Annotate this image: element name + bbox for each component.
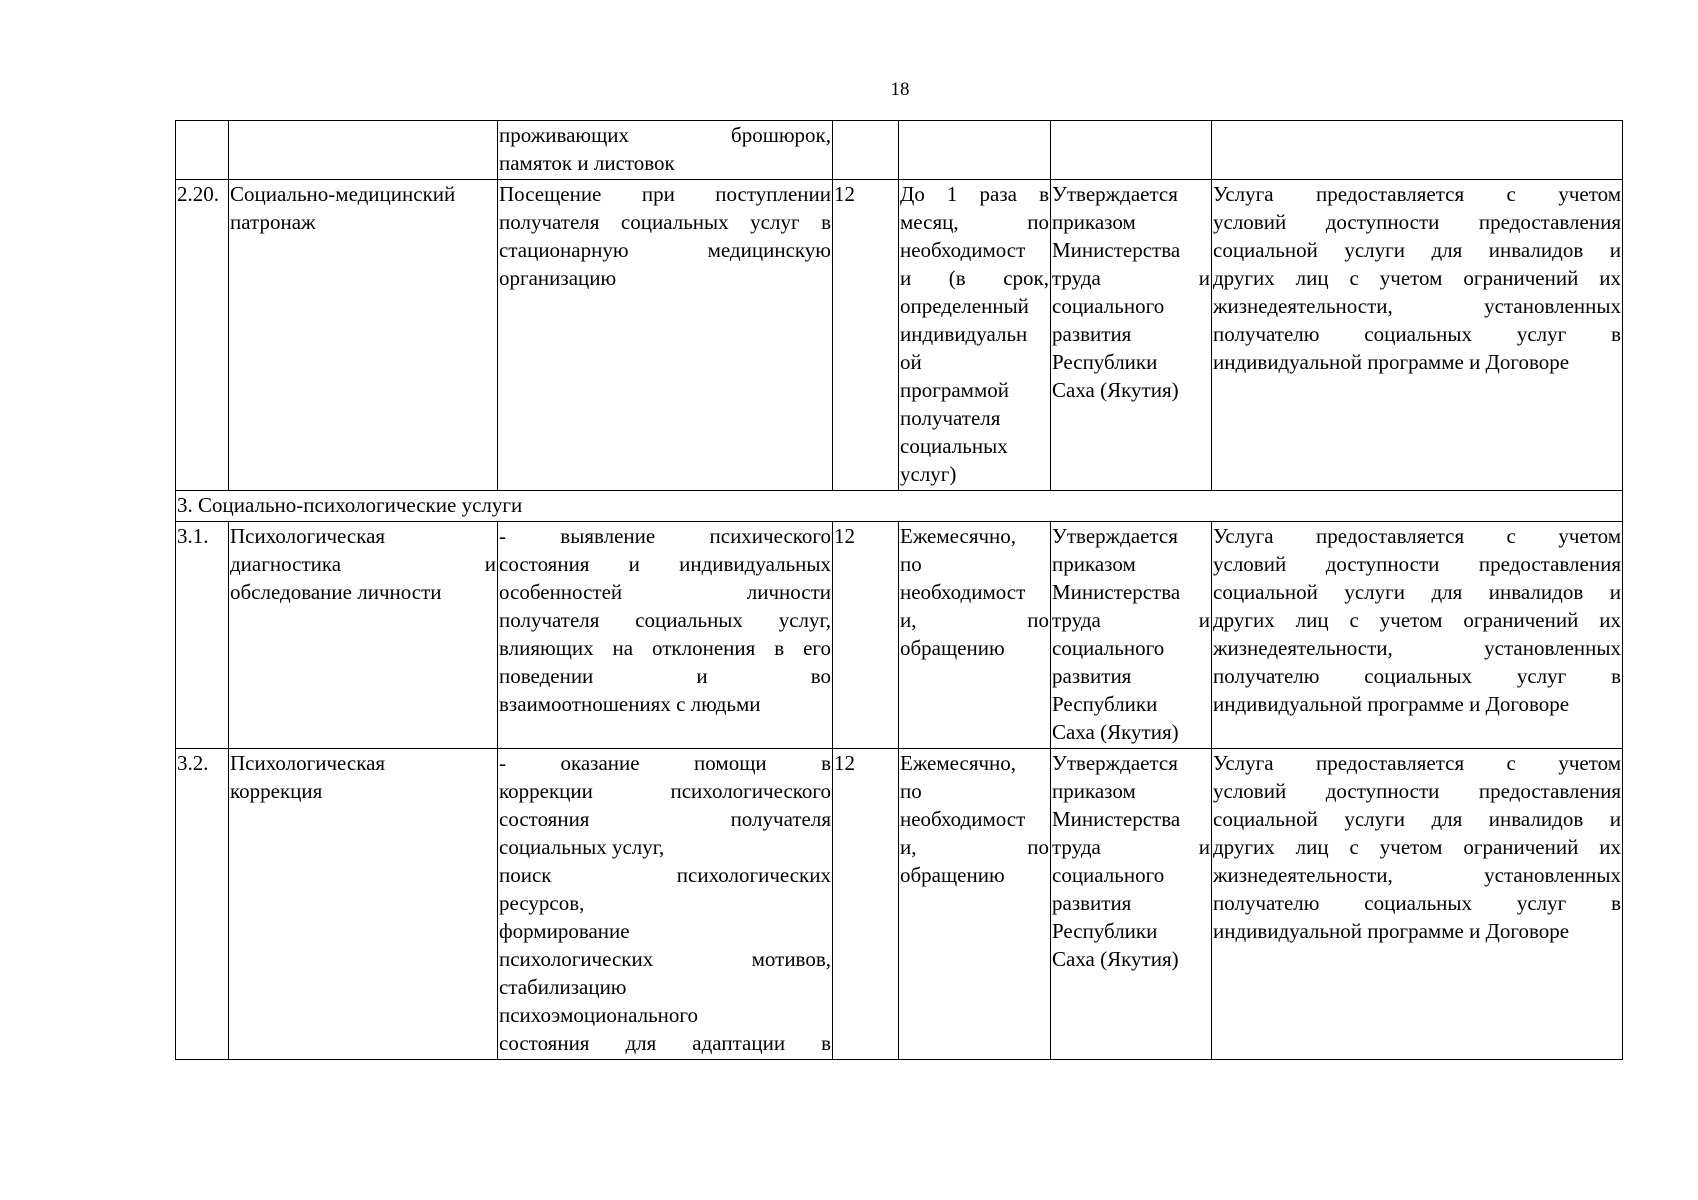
text-line: индивидуальной программе и Договоре [1213,350,1570,374]
text-line: приказом [1052,552,1136,576]
cell-standard [1051,180,1212,491]
cell-name [229,749,498,1060]
cell-conditions [1212,522,1623,749]
text-line: других лиц с учетом ограничений их [1213,266,1621,290]
cell-standard [1051,522,1212,749]
table-row-3-2 [176,749,1623,1060]
table-row-2-20 [176,180,1623,491]
text-line: Психологическая [230,524,386,548]
text-line: труда и [1052,608,1210,632]
cell-content [498,522,833,749]
cell-time: 12 [833,522,899,749]
cell-name [229,180,498,491]
section-row-3 [176,491,1623,522]
text-line: Утверждается [1052,182,1178,206]
cell-content [498,121,833,180]
cell-conditions [1212,180,1623,491]
text-line: Саха (Якутия) [1052,378,1179,402]
text-line: ресурсов, [499,891,585,915]
cell-time: 12 [833,180,899,491]
text-line: взаимоотношениях с людьми [499,692,761,716]
text-line: труда и [1052,266,1210,290]
text-line: патронаж [230,210,316,234]
text-line: по [900,779,922,803]
text-line: - выявление психического [499,524,831,548]
text-line: обследование личности [230,580,442,604]
page-number: 18 [890,79,910,100]
text-line: социального [1052,636,1165,660]
cell-time: 12 [833,749,899,1060]
text-line: других лиц с учетом ограничений их [1213,608,1621,632]
text-line: стационарную медицинскую [499,238,831,262]
text-line: поведении и во [499,664,831,688]
text-line: индивидуальн [900,322,1028,346]
text-line: поиск психологических [499,863,831,887]
text-line: Ежемесячно, [900,524,1017,548]
text-line: Социально-медицинский [230,182,456,206]
table-row-continuation [176,121,1623,180]
services-table [175,120,1623,1060]
text-line: жизнедеятельности, установленных [1213,863,1621,887]
text-line: индивидуальной программе и Договоре [1213,692,1570,716]
text-line: памяток и листовок [499,151,675,175]
text-line: психоэмоционального [499,1003,698,1027]
text-line: Министерства [1052,580,1181,604]
text-line: и (в срок, [900,266,1049,290]
text-line: получателя социальных услуг, [499,608,831,632]
cell-standard [1051,749,1212,1060]
text-line: Ежемесячно, [900,751,1017,775]
text-line: Министерства [1052,807,1181,831]
text-line: Психологическая [230,751,386,775]
cell-frequency [899,522,1051,749]
section-title: 3. Социально-психологические услуги [176,491,1623,522]
text-line: стабилизацию [499,975,627,999]
text-line: необходимост [900,580,1026,604]
cell-num: 3.2. [176,749,229,1060]
text-line: коррекции психологического [499,779,831,803]
text-line: необходимост [900,238,1026,262]
text-line: Республики [1052,350,1158,374]
text-line: получателя [900,406,1001,430]
text-line: Услуга предоставляется с учетом [1213,524,1621,548]
table-row-3-1 [176,522,1623,749]
text-line: условий доступности предоставления [1213,210,1621,234]
text-line: получателя социальных услуг в [499,210,831,234]
text-line: особенностей личности [499,580,831,604]
text-line: услуг) [900,462,957,486]
text-line: состояния для адаптации в [499,1031,831,1055]
cell-name [229,522,498,749]
text-line: - оказание помощи в [499,751,831,775]
text-line: социальных [900,434,1008,458]
text-line: Утверждается [1052,524,1178,548]
text-line: необходимост [900,807,1026,831]
text-line: развития [1052,891,1132,915]
text-line: психологических мотивов, [499,947,831,971]
text-line: приказом [1052,210,1136,234]
text-line: социальной услуги для инвалидов и [1213,238,1621,262]
cell-time [833,121,899,180]
text-line: Саха (Якутия) [1052,947,1179,971]
text-line: обращению [900,636,1005,660]
text-line: формирование [499,919,630,943]
text-line: обращению [900,863,1005,887]
cell-num: 2.20. [176,180,229,491]
text-line: социальной услуги для инвалидов и [1213,807,1621,831]
cell-frequency [899,749,1051,1060]
cell-frequency [899,121,1051,180]
text-line: приказом [1052,779,1136,803]
text-line: До 1 раза в [900,182,1049,206]
text-line: Услуга предоставляется с учетом [1213,182,1621,206]
cell-standard [1051,121,1212,180]
text-line: социальных услуг, [499,835,665,859]
text-line: жизнедеятельности, установленных [1213,294,1621,318]
cell-name [229,121,498,180]
text-line: программой [900,378,1009,402]
text-line: Республики [1052,692,1158,716]
text-line: Посещение при поступлении [499,182,831,206]
cell-content [498,180,833,491]
text-line: Республики [1052,919,1158,943]
text-line: ой [900,350,922,374]
text-line: жизнедеятельности, установленных [1213,636,1621,660]
text-line: Утверждается [1052,751,1178,775]
text-line: Саха (Якутия) [1052,720,1179,744]
text-line: и, по [900,608,1049,632]
text-line: по [900,552,922,576]
text-line: Услуга предоставляется с учетом [1213,751,1621,775]
text-line: получателю социальных услуг в [1213,664,1621,688]
text-line: условий доступности предоставления [1213,779,1621,803]
text-line: состояния получателя [499,807,831,831]
text-line: Министерства [1052,238,1181,262]
text-line: месяц, по [900,210,1049,234]
text-line: индивидуальной программе и Договоре [1213,919,1570,943]
text-line: организацию [499,266,617,290]
text-line: других лиц с учетом ограничений их [1213,835,1621,859]
text-line: состояния и индивидуальных [499,552,831,576]
cell-num: 3.1. [176,522,229,749]
cell-conditions [1212,121,1623,180]
text-line: и, по [900,835,1049,859]
text-line: получателю социальных услуг в [1213,322,1621,346]
text-line: определенный [900,294,1029,318]
cell-frequency [899,180,1051,491]
cell-conditions [1212,749,1623,1060]
text-line: социального [1052,863,1165,887]
text-line: развития [1052,664,1132,688]
text-line: труда и [1052,835,1210,859]
text-line: коррекция [230,779,323,803]
cell-num [176,121,229,180]
text-line: получателю социальных услуг в [1213,891,1621,915]
text-line: диагностика и [230,552,496,576]
text-line: социальной услуги для инвалидов и [1213,580,1621,604]
text-line: условий доступности предоставления [1213,552,1621,576]
text-line: социального [1052,294,1165,318]
text-line: влияющих на отклонения в его [499,636,831,660]
cell-content [498,749,833,1060]
text-line: развития [1052,322,1132,346]
text-line: проживающих брошюрок, [499,123,831,147]
